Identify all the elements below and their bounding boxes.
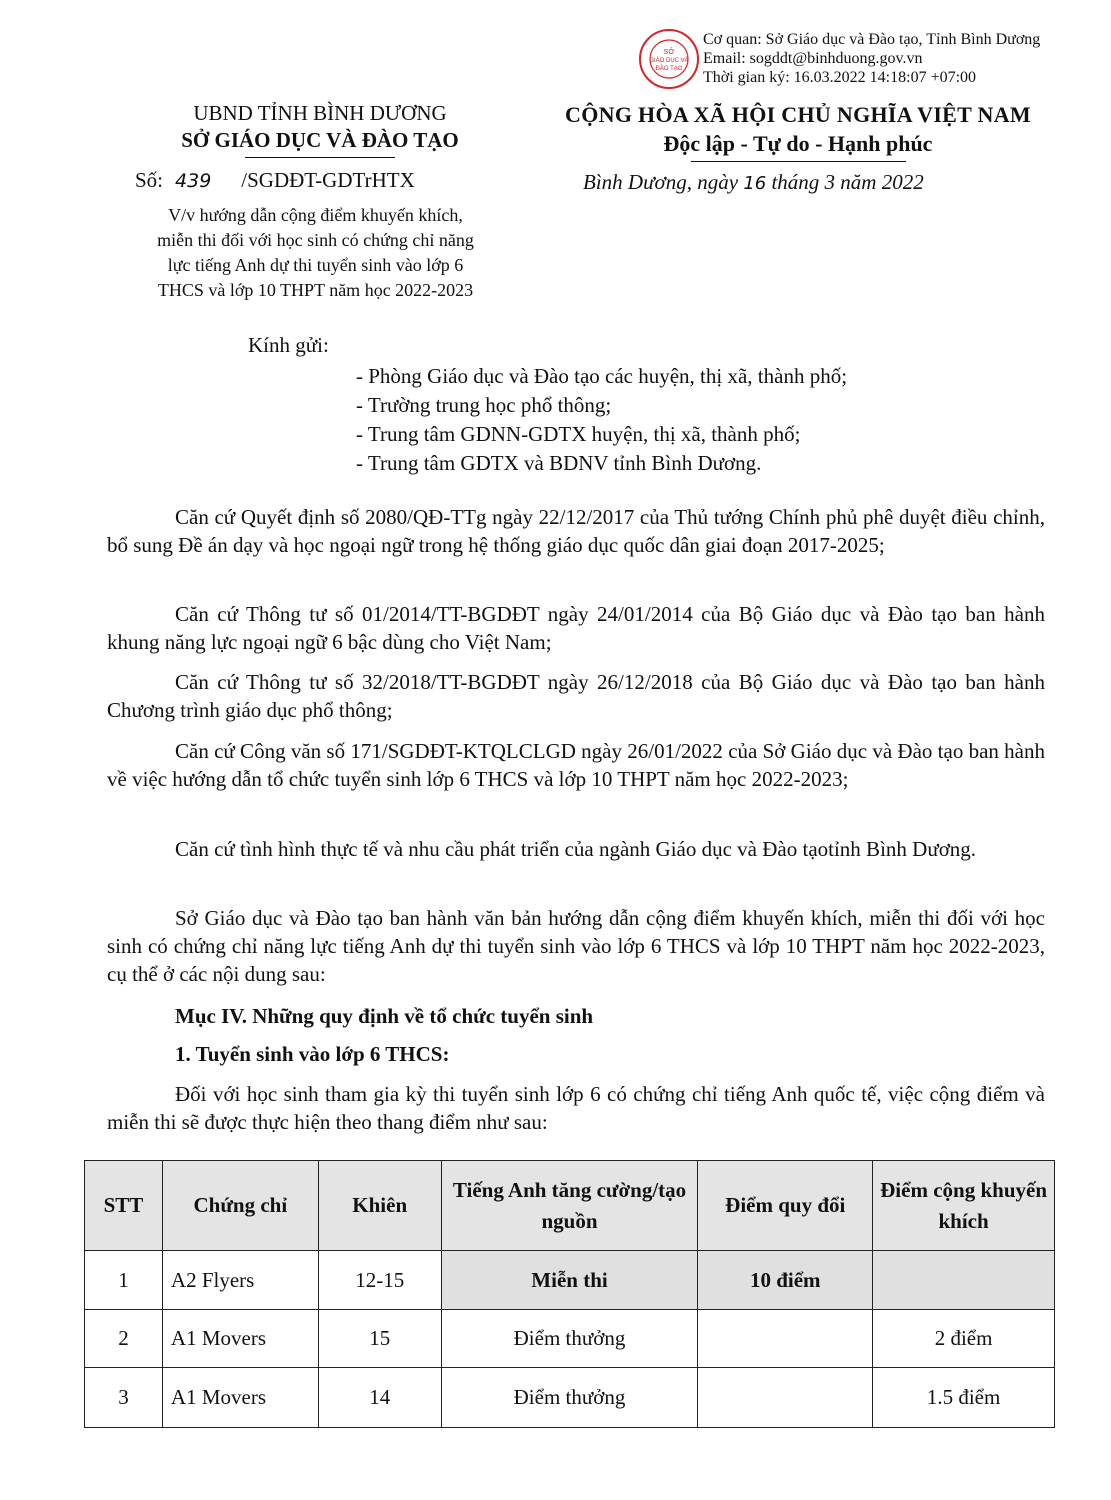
cell-stt: 2 [85,1309,163,1367]
section-heading: Mục IV. Những quy định về tổ chức tuyển sinh [175,1004,594,1028]
cell-bonus-score: 1.5 điểm [873,1367,1055,1427]
issuer-underline [245,157,395,158]
motto-underline [691,161,906,162]
official-seal [638,28,700,90]
date-day-handwritten: 16 [743,173,767,194]
seal-inner-line-3: ĐÀO TẠO [655,66,683,72]
date-suffix: tháng 3 năm 2022 [771,170,924,194]
signature-time: Thời gian ký: 16.03.2022 14:18:07 +07:00 [703,69,977,86]
header-english-program: Tiếng Anh tăng cường/tạo nguồn [441,1161,698,1251]
cell-certificate: A1 Movers [162,1367,318,1427]
issuer-line-1: UBND TỈNH BÌNH DƯƠNG [193,101,447,125]
cell-stt: 3 [85,1367,163,1427]
body-paragraph: Căn cứ Thông tư số 32/2018/TT-BGDĐT ngày 26/12/2018 của Bộ Giáo dục và Đào tạo ban hành Chương trình giáo dục phổ thông; [107,670,1045,722]
doc-number-suffix: /SGDĐT-GDTrHTX [241,168,415,192]
signature-org: Cơ quan: Sở Giáo dục và Đào tạo, Tỉnh Bình Dương [703,31,1041,48]
recipient-list [356,362,847,478]
cell-english-program: Điểm thưởng [441,1367,698,1427]
national-motto: Độc lập - Tự do - Hạnh phúc [663,131,933,156]
issuer-line-2: SỞ GIÁO DỤC VÀ ĐÀO TẠO [181,128,459,152]
table-row [85,1367,1055,1427]
recipient-item: - Trường trung học phổ thông; [356,393,612,417]
subject-line: miễn thi đối với học sinh có chứng chỉ năng [157,230,474,250]
issuer-header [110,100,530,158]
score-table [84,1160,1055,1428]
subject-block [108,203,523,303]
header-converted-score: Điểm quy đổi [698,1161,873,1251]
cell-shields: 14 [318,1367,441,1427]
body-paragraph: Căn cứ Thông tư số 01/2014/TT-BGDĐT ngày 24/01/2014 của Bộ Giáo dục và Đào tạo ban hành khung năng lực ngoại ngữ 6 bậc dùng cho Việt Nam; [107,602,1045,654]
recipient-item: - Trung tâm GDNN-GDTX huyện, thị xã, thành phố; [356,422,801,446]
cell-certificate: A1 Movers [162,1309,318,1367]
doc-number-prefix: Số: [135,168,164,192]
signature-info [703,30,1040,87]
recipient-item: - Trung tâm GDTX và BDNV tỉnh Bình Dương. [356,451,762,475]
recipient-item: - Phòng Giáo dục và Đào tạo các huyện, thị xã, thành phố; [356,364,848,388]
doc-number-handwritten: 439 [175,170,212,192]
cell-stt: 1 [85,1251,163,1309]
cell-english-program: Điểm thưởng [441,1309,698,1367]
body-paragraph: Căn cứ tình hình thực tế và nhu cầu phát triển của ngành Giáo dục và Đào tạotỉnh Bình Dương. [175,837,977,861]
table-row [85,1251,1055,1309]
subject-line: THCS và lớp 10 THPT năm học 2022-2023 [157,280,474,300]
document-number [135,168,415,193]
seal-inner-line-1: SỞ [663,49,675,56]
header-stt: STT [85,1161,163,1251]
date-prefix: Bình Dương, ngày [583,170,739,194]
body-paragraph: Sở Giáo dục và Đào tạo ban hành văn bản hướng dẫn cộng điểm khuyến khích, miễn thi đối với học sinh có chứng chỉ năng lực tiếng Anh dự thi tuyển sinh vào lớp 6 THCS và lớp 10 THPT năm học 2022-2023, cụ thể ở các nội dung sau: [107,906,1045,986]
cell-converted-score: 10 điểm [698,1251,873,1309]
subject-line: V/v hướng dẫn cộng điểm khuyến khích, [168,205,463,225]
body-paragraph: Căn cứ Quyết định số 2080/QĐ-TTg ngày 22/12/2017 của Thủ tướng Chính phủ phê duyệt điều chỉnh, bổ sung Đề án dạy và học ngoại ngữ trong hệ thống giáo dục quốc dân giai đoạn 2017-2025; [107,505,1045,557]
cell-bonus-score: 2 điểm [873,1309,1055,1367]
signature-email: Email: sogddt@binhduong.gov.vn [703,50,923,67]
cell-bonus-score [873,1251,1055,1309]
greeting: Kính gửi: [248,333,329,357]
table-row [85,1309,1055,1367]
cell-certificate: A2 Flyers [162,1251,318,1309]
seal-inner-line-2: GIÁO DỤC VÀ [649,58,689,64]
document-date [583,170,924,195]
header-shields: Khiên [318,1161,441,1251]
national-title: CỘNG HÒA XÃ HỘI CHỦ NGHĨA VIỆT NAM [565,102,1031,127]
cell-converted-score [698,1367,873,1427]
header-bonus-score: Điểm cộng khuyến khích [873,1161,1055,1251]
body-paragraph: Căn cứ Công văn số 171/SGDĐT-KTQLCLGD ngày 26/01/2022 của Sở Giáo dục và Đào tạo ban hành về việc hướng dẫn tổ chức tuyển sinh lớp 6 THCS và lớp 10 THPT năm học 2022-2023; [107,739,1045,791]
intro-paragraph: Đối với học sinh tham gia kỳ thi tuyển sinh lớp 6 có chứng chỉ tiếng Anh quốc tế, việc cộng điểm và miễn thi sẽ được thực hiện theo thang điểm như sau: [107,1082,1045,1134]
cell-shields: 15 [318,1309,441,1367]
cell-converted-score [698,1309,873,1367]
subject-line: lực tiếng Anh dự thi tuyển sinh vào lớp 6 [167,255,464,275]
header-certificate: Chứng chỉ [162,1161,318,1251]
subsection-heading: 1. Tuyển sinh vào lớp 6 THCS: [175,1042,450,1066]
cell-shields: 12-15 [318,1251,441,1309]
cell-english-program: Miễn thi [441,1251,698,1309]
table-header-row [85,1161,1055,1251]
national-header [528,100,1068,162]
